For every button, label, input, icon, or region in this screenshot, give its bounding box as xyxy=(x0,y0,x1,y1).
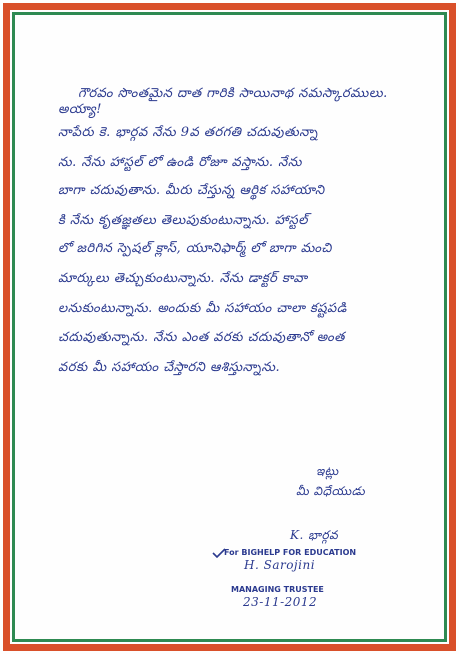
endorsement-title: MANAGING TRUSTEE xyxy=(231,585,324,594)
closing-regards: ఇట్లు xyxy=(316,464,339,478)
letter-line: లో జరిగిన స్పెషల్ క్లాస్, యూనిఫార్మ్ లో బాగా మంచి xyxy=(58,241,332,256)
endorsement-name: H. Sarojini xyxy=(244,558,316,572)
letter-line: వరకు మీ సహాయం చేస్తారని ఆశిస్తున్నాను. xyxy=(58,360,281,375)
closing-signoff: మీ విధేయుడు xyxy=(296,484,366,498)
student-name: K. భార్గవ xyxy=(290,528,339,542)
letter-line: మార్కులు తెచ్చుకుంటున్నాను. నేను డాక్టర్ కావా xyxy=(58,271,308,286)
endorsement-org: For BIGHELP FOR EDUCATION xyxy=(224,548,357,557)
letter-salutation: గౌరవం సొంతమైన దాత గారికి సాయినాథ నమస్కారములు. xyxy=(78,86,388,101)
letter-greeting: అయ్యా! xyxy=(58,102,102,117)
letter-line: ను. నేను హాస్టల్ లో ఉండి రోజూ వస్తాను. నేను xyxy=(58,155,302,170)
letter-line: నాపేరు కె. భార్గవ నేను 9వ తరగతి చదువుతున్నా xyxy=(58,125,318,140)
endorsement-date: 23-11-2012 xyxy=(243,595,318,609)
letter-line: బాగా చదువుతాను. మీరు చేస్తున్న ఆర్థిక సహాయాని xyxy=(58,183,325,198)
letter-line: చదువుతున్నాను. నేను ఎంత వరకు చదువుతానో అంత xyxy=(58,330,345,345)
letter-line: కి నేను కృతజ్ఞతలు తెలుపుకుంటున్నాను. హాస్టల్ xyxy=(58,213,309,228)
letter-line: లనుకుంటున్నాను. అందుకు మీ సహాయం చాలా కష్టపడి xyxy=(58,301,347,316)
